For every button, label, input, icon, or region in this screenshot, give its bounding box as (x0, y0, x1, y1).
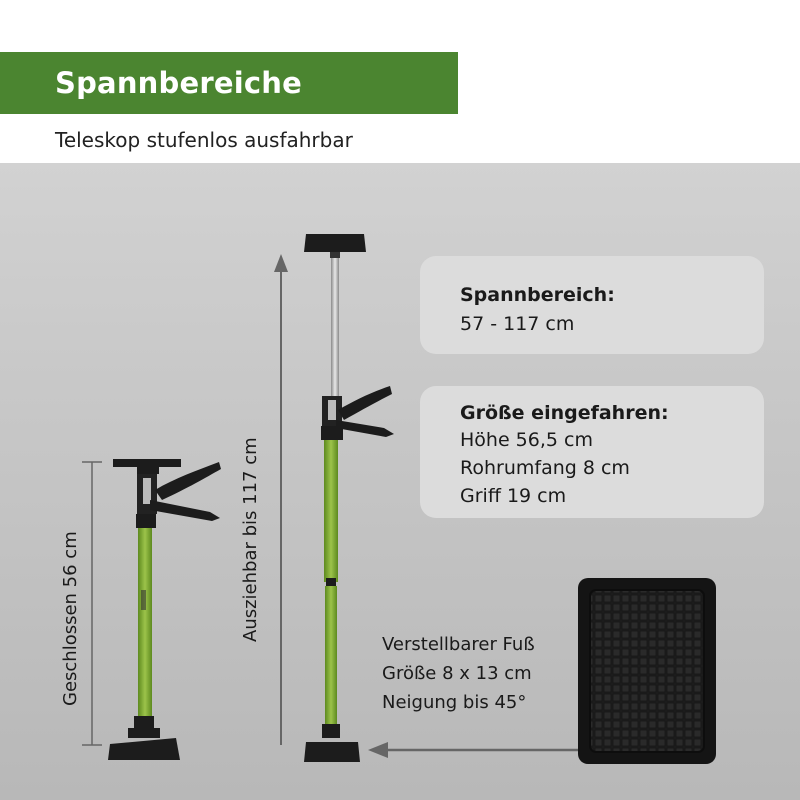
fuss-neigung: Neigung bis 45° (382, 692, 527, 713)
closed-prop-icon (108, 459, 221, 760)
foot-plate-image (578, 578, 716, 764)
closed-length-label: Geschlossen 56 cm (60, 531, 81, 706)
page-title: Spannbereiche (55, 66, 302, 100)
foot-pointer-arrow (368, 742, 578, 758)
groesse-hoehe: Höhe 56,5 cm (460, 429, 593, 451)
extended-dimension-arrow (274, 254, 288, 745)
groesse-rohrumfang: Rohrumfang 8 cm (460, 457, 630, 479)
extended-length-label: Ausziehbar bis 117 cm (240, 437, 261, 642)
spannbereich-value: 57 - 117 cm (460, 313, 575, 335)
fuss-title: Verstellbarer Fuß (382, 634, 535, 655)
extended-prop-icon (304, 234, 394, 762)
fuss-groesse: Größe 8 x 13 cm (382, 663, 532, 684)
spannbereich-heading: Spannbereich: (460, 284, 615, 306)
groesse-heading: Größe eingefahren: (460, 402, 669, 424)
page-subtitle: Teleskop stufenlos ausfahrbar (55, 128, 353, 152)
closed-dimension-line (82, 462, 102, 745)
groesse-griff: Griff 19 cm (460, 485, 567, 507)
